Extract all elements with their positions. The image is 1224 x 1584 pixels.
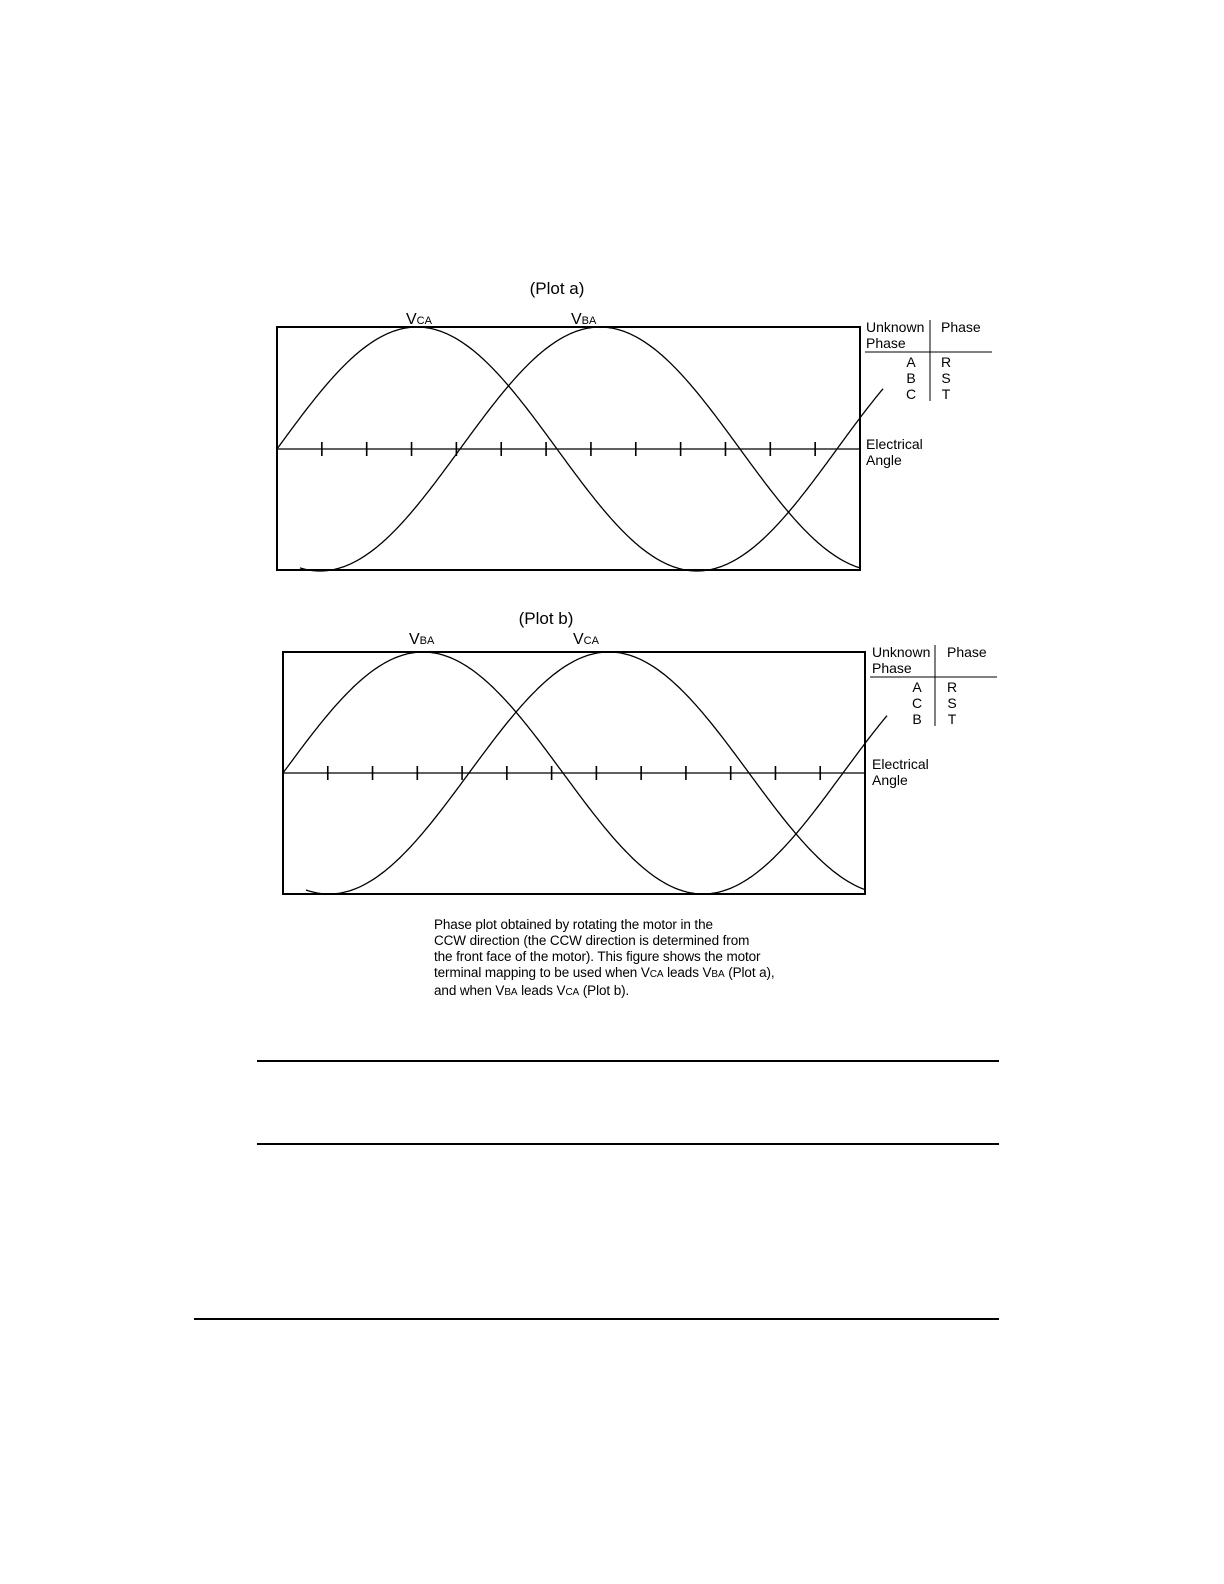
caption-line-5: and when VBA leads VCA (Plot b). — [434, 983, 630, 998]
table-a-header-left: Unknown Phase — [866, 319, 925, 351]
table-a-header-right: Phase — [941, 319, 981, 335]
table-a-row3-unknown: C — [905, 386, 917, 402]
table-b-row1-phase: R — [946, 679, 958, 695]
plot-b-label-vca: VCA — [573, 631, 599, 648]
plot-b-label-vba: VBA — [409, 631, 435, 648]
plot-a — [277, 279, 992, 571]
table-b-row2-phase: S — [947, 695, 957, 711]
plot-a-axis-label: Electrical Angle — [866, 436, 923, 468]
caption-line-3: the front face of the motor). This figure shows the motor — [434, 949, 761, 964]
table-a-row1-unknown: A — [906, 354, 916, 370]
plot-b-axis-label: Electrical Angle — [872, 756, 929, 788]
plot-b — [283, 609, 997, 894]
table-b-row1-unknown: A — [912, 679, 922, 695]
caption-line-4: terminal mapping to be used when VCA leads VBA (Plot a), — [434, 965, 775, 980]
plot-a-label-vba: VBA — [571, 311, 597, 328]
table-b-row3-phase: T — [947, 711, 957, 727]
plot-b-mapping-table — [870, 644, 997, 727]
plot-a-mapping-table — [865, 319, 992, 402]
caption-line-2: CCW direction (the CCW direction is determined from — [434, 933, 750, 948]
table-b-row3-unknown: B — [912, 711, 922, 727]
plot-a-title: (Plot a) — [529, 279, 585, 298]
table-b-row2-unknown: C — [911, 695, 923, 711]
figure-caption — [434, 917, 854, 1001]
table-b-header-left: Unknown Phase — [872, 644, 931, 676]
table-a-row2-unknown: B — [906, 370, 916, 386]
plot-b-title: (Plot b) — [518, 609, 574, 628]
table-a-row3-phase: T — [941, 386, 951, 402]
table-a-row1-phase: R — [940, 354, 952, 370]
caption-line-1: Phase plot obtained by rotating the motor in the — [434, 917, 713, 932]
table-a-row2-phase: S — [941, 370, 951, 386]
table-b-header-right: Phase — [947, 644, 987, 660]
plot-a-label-vca: VCA — [406, 311, 432, 328]
